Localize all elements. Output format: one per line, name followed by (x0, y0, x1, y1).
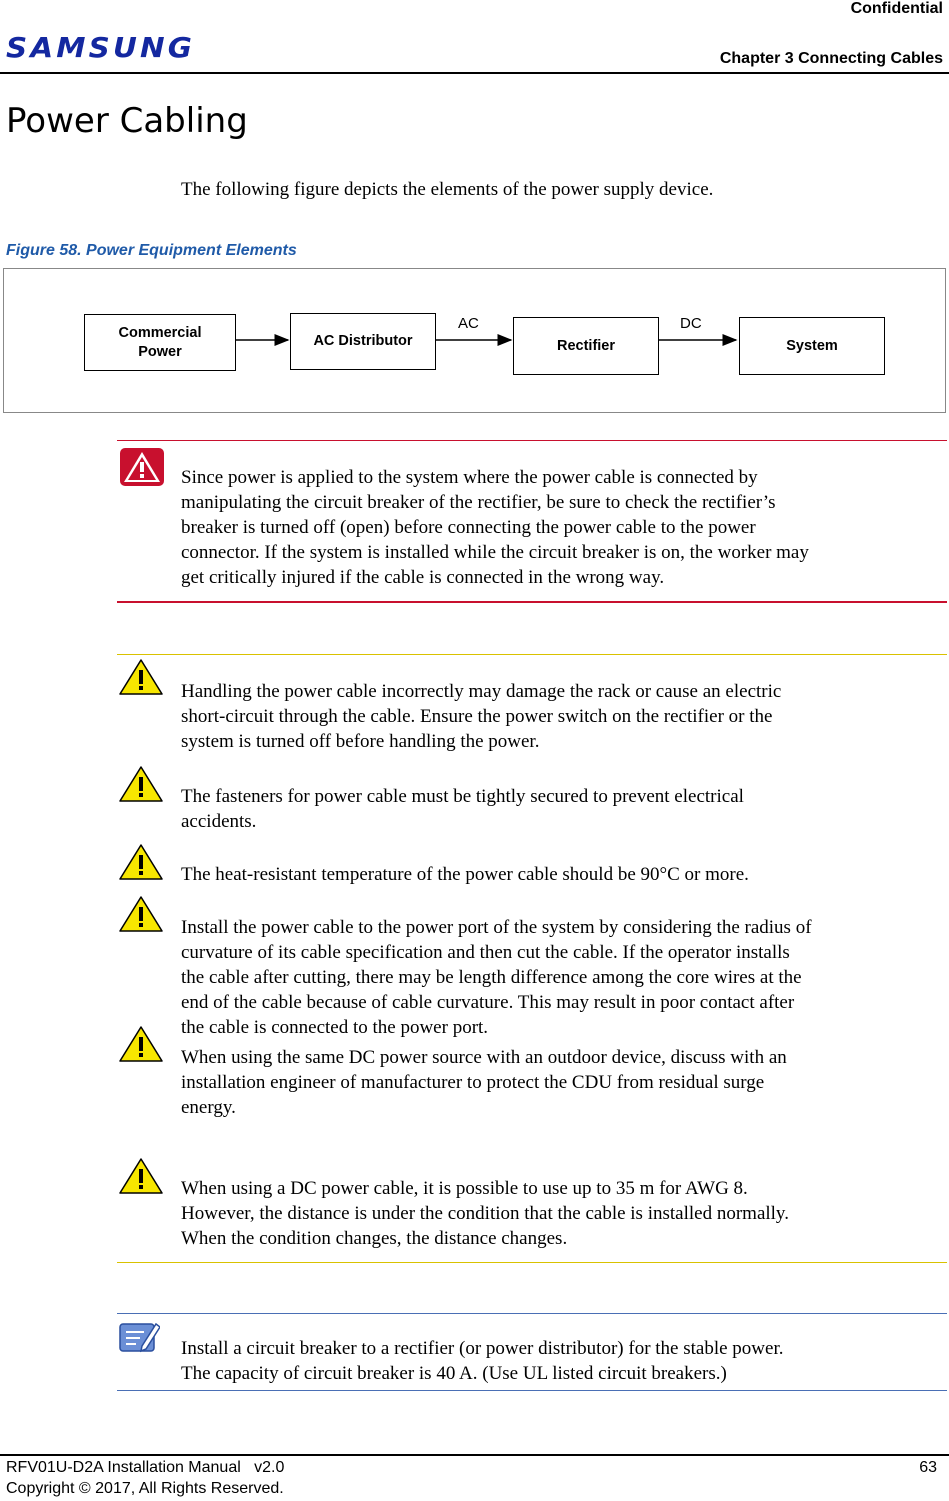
caution-text-5: When using the same DC power source with an outdoor device, discuss with an installation engineer of manufacturer to protect the CDU from residual surge energy. (181, 1047, 787, 1118)
caution-icon (118, 843, 164, 881)
caution-text-2: The fasteners for power cable must be tightly secured to prevent electrical accidents. (181, 786, 744, 832)
page-number: 63 (919, 1459, 937, 1476)
box-rectifier: Rectifier (513, 317, 659, 375)
figure-caption: Figure 58. Power Equipment Elements (6, 242, 297, 259)
caution-text-6: When using a DC power cable, it is possible to use up to 35 m for AWG 8. However, the distance is under the condition that the cable is installed normally. When the condition changes, the distance changes. (181, 1178, 789, 1249)
caution-icon (118, 1157, 164, 1195)
label-dc: DC (680, 315, 702, 332)
caution-icon (118, 895, 164, 933)
caution-icon (118, 658, 164, 696)
power-diagram (3, 268, 946, 413)
caution-top-rule (117, 654, 947, 655)
intro-text: The following figure depicts the elements of the power supply device. (181, 179, 714, 200)
note-bottom-rule (117, 1390, 947, 1391)
footer-copyright: Copyright © 2017, All Rights Reserved. (6, 1480, 284, 1497)
header-rule (0, 72, 949, 74)
samsung-logo: SAMSUNG (6, 31, 196, 64)
box-commercial-power: Commercial Power (84, 314, 236, 371)
label-ac: AC (458, 315, 479, 332)
footer-rule (0, 1454, 949, 1456)
chapter-title: Chapter 3 Connecting Cables (719, 50, 943, 67)
danger-top-rule (117, 440, 947, 441)
page-title: Power Cabling (6, 101, 248, 141)
note-icon (118, 1318, 160, 1354)
caution-text-1: Handling the power cable incorrectly may damage the rack or cause an electric short-circuit through the cable. Ensure the power switch on the rectifier or the system is turned off before handling the power. (181, 681, 782, 752)
danger-icon (119, 447, 165, 487)
box-ac-distributor: AC Distributor (290, 313, 436, 370)
footer-manual-title: RFV01U-D2A Installation Manual v2.0 (6, 1459, 285, 1476)
caution-icon (118, 765, 164, 803)
confidential-label: Confidential (850, 0, 943, 17)
danger-bottom-rule (117, 601, 947, 603)
note-top-rule (117, 1313, 947, 1314)
caution-bottom-rule (117, 1262, 947, 1263)
caution-text-3: The heat-resistant temperature of the power cable should be 90°C or more. (181, 864, 749, 885)
caution-icon (118, 1025, 164, 1063)
caution-text-4: Install the power cable to the power port of the system by considering the radius of curvature of its cable specification and then cut the cable. If the operator installs the cable after cutting, there may be length difference among the core wires at the end of the cable because of cable curvature. This may result in poor contact after the cable is connected to the power port. (181, 917, 812, 1038)
danger-text: Since power is applied to the system where the power cable is connected by manipulating the circuit breaker of the rectifier, be sure to check the rectifier’s breaker is turned off (open) before connecting the power cable to the power connector. If the system is installed while the circuit breaker is on, the worker may get critically injured if the cable is connected in the wrong way. (181, 467, 809, 588)
box-system: System (739, 317, 885, 375)
note-text: Install a circuit breaker to a rectifier (or power distributor) for the stable power. The capacity of circuit breaker is 40 A. (Use UL listed circuit breakers.) (181, 1338, 784, 1384)
